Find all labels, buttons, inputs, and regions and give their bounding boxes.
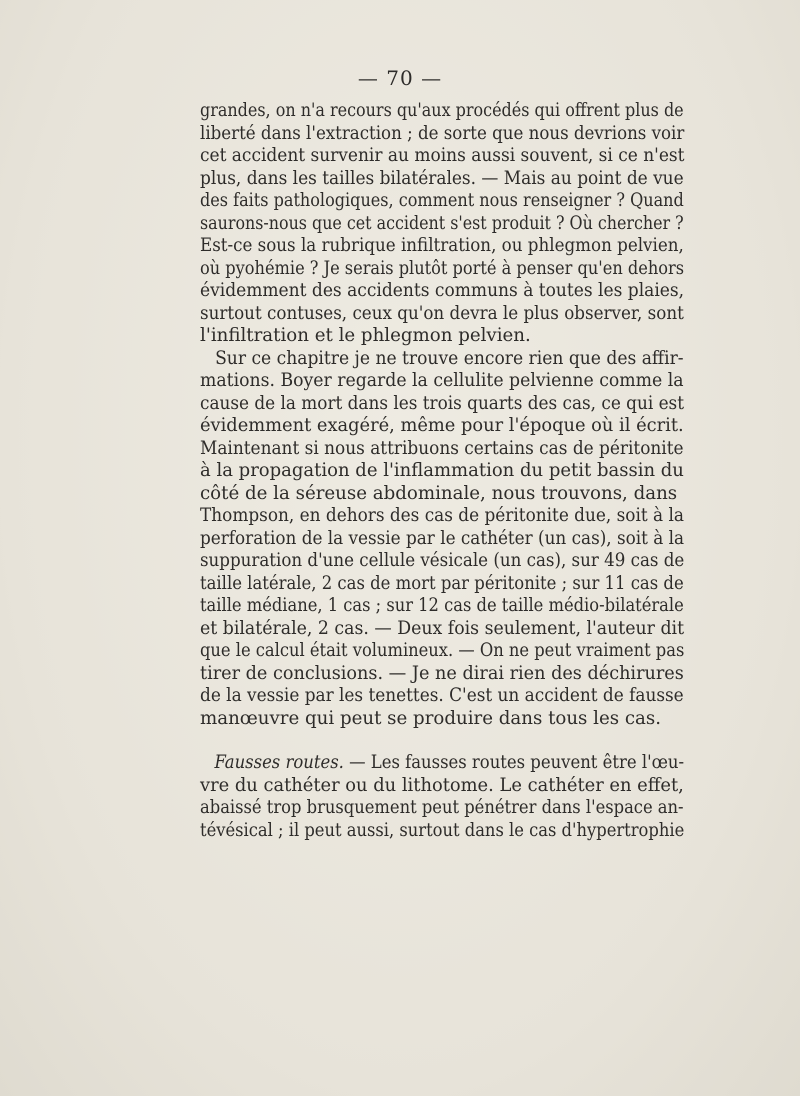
text-line: manœuvre qui peut se produire dans tous les cas. <box>200 707 661 729</box>
text-line: saurons-nous que cet accident s'est produit ? Où chercher ? <box>200 212 684 234</box>
text-line: évidemment exagéré, même pour l'époque où il écrit. <box>200 415 684 436</box>
text-line: des faits pathologiques, comment nous renseigner ? Quand <box>200 190 684 211</box>
page-number: — 70 — <box>357 66 443 90</box>
text-line: cause de la mort dans les trois quarts des cas, ce qui est <box>200 392 684 414</box>
text-line <box>200 752 685 775</box>
text-line: et bilatérale, 2 cas. — Deux fois seulement, l'auteur dit <box>200 617 685 639</box>
text-line: l'infiltration et le phlegmon pelvien. <box>200 325 531 346</box>
text-line: côté de la séreuse abdominale, nous trouvons, dans <box>200 482 678 504</box>
text-line: Thompson, en dehors des cas de péritonite due, soit à la <box>200 505 684 526</box>
text-line: Sur ce chapitre je ne trouve encore rien que des affir- <box>215 347 684 369</box>
paragraph-1 <box>200 100 684 348</box>
text-line: surtout contuses, ceux qu'on devra le plus observer, sont <box>200 302 684 324</box>
text-line: où pyohémie ? Je serais plutôt porté à penser qu'en dehors <box>200 257 685 279</box>
text-line: vre du cathéter ou du lithotome. Le cathéter en effet, <box>200 774 684 796</box>
paragraph-2 <box>200 348 684 731</box>
section-title: Fausses routes. <box>214 752 344 773</box>
text-line: Maintenant si nous attribuons certains cas de péritonite <box>200 437 684 459</box>
text-line: taille médiane, 1 cas ; sur 12 cas de taille médio-bilatérale <box>200 595 684 616</box>
section-first-line: — Les fausses routes peuvent être l'œu- <box>343 752 685 773</box>
text-line: suppuration d'une cellule vésicale (un cas), sur 49 cas de <box>200 550 685 571</box>
text-line: que le calcul était volumineux. — On ne peut vraiment pas <box>200 640 685 661</box>
text-line: à la propagation de l'inflammation du petit bassin du <box>200 460 684 481</box>
body-text <box>200 100 684 842</box>
text-line: tévésical ; il peut aussi, surtout dans le cas d'hypertrophie <box>200 819 685 841</box>
text-line: grandes, on n'a recours qu'aux procédés qui offrent plus de <box>200 100 684 121</box>
section-fausses-routes <box>200 752 684 842</box>
text-line: plus, dans les tailles bilatérales. — Mais au point de vue <box>200 167 684 189</box>
text-line: cet accident survenir au moins aussi souvent, si ce n'est <box>200 145 685 166</box>
text-line: taille latérale, 2 cas de mort par péritonite ; sur 11 cas de <box>200 572 684 594</box>
text-line: évidemment des accidents communs à toutes les plaies, <box>200 280 685 301</box>
text-line: mations. Boyer regarde la cellulite pelvienne comme la <box>200 370 684 391</box>
text-line: Est-ce sous la rubrique infiltration, ou phlegmon pelvien, <box>200 235 684 256</box>
text-line: tirer de conclusions. — Je ne dirai rien des déchirures <box>200 662 684 684</box>
text-line: abaissé trop brusquement peut pénétrer dans l'espace an- <box>200 797 684 818</box>
text-line: liberté dans l'extraction ; de sorte que nous devrions voir <box>200 122 685 144</box>
text-line: perforation de la vessie par le cathéter (un cas), soit à la <box>200 527 685 549</box>
text-line: de la vessie par les tenettes. C'est un accident de fausse <box>200 685 684 706</box>
